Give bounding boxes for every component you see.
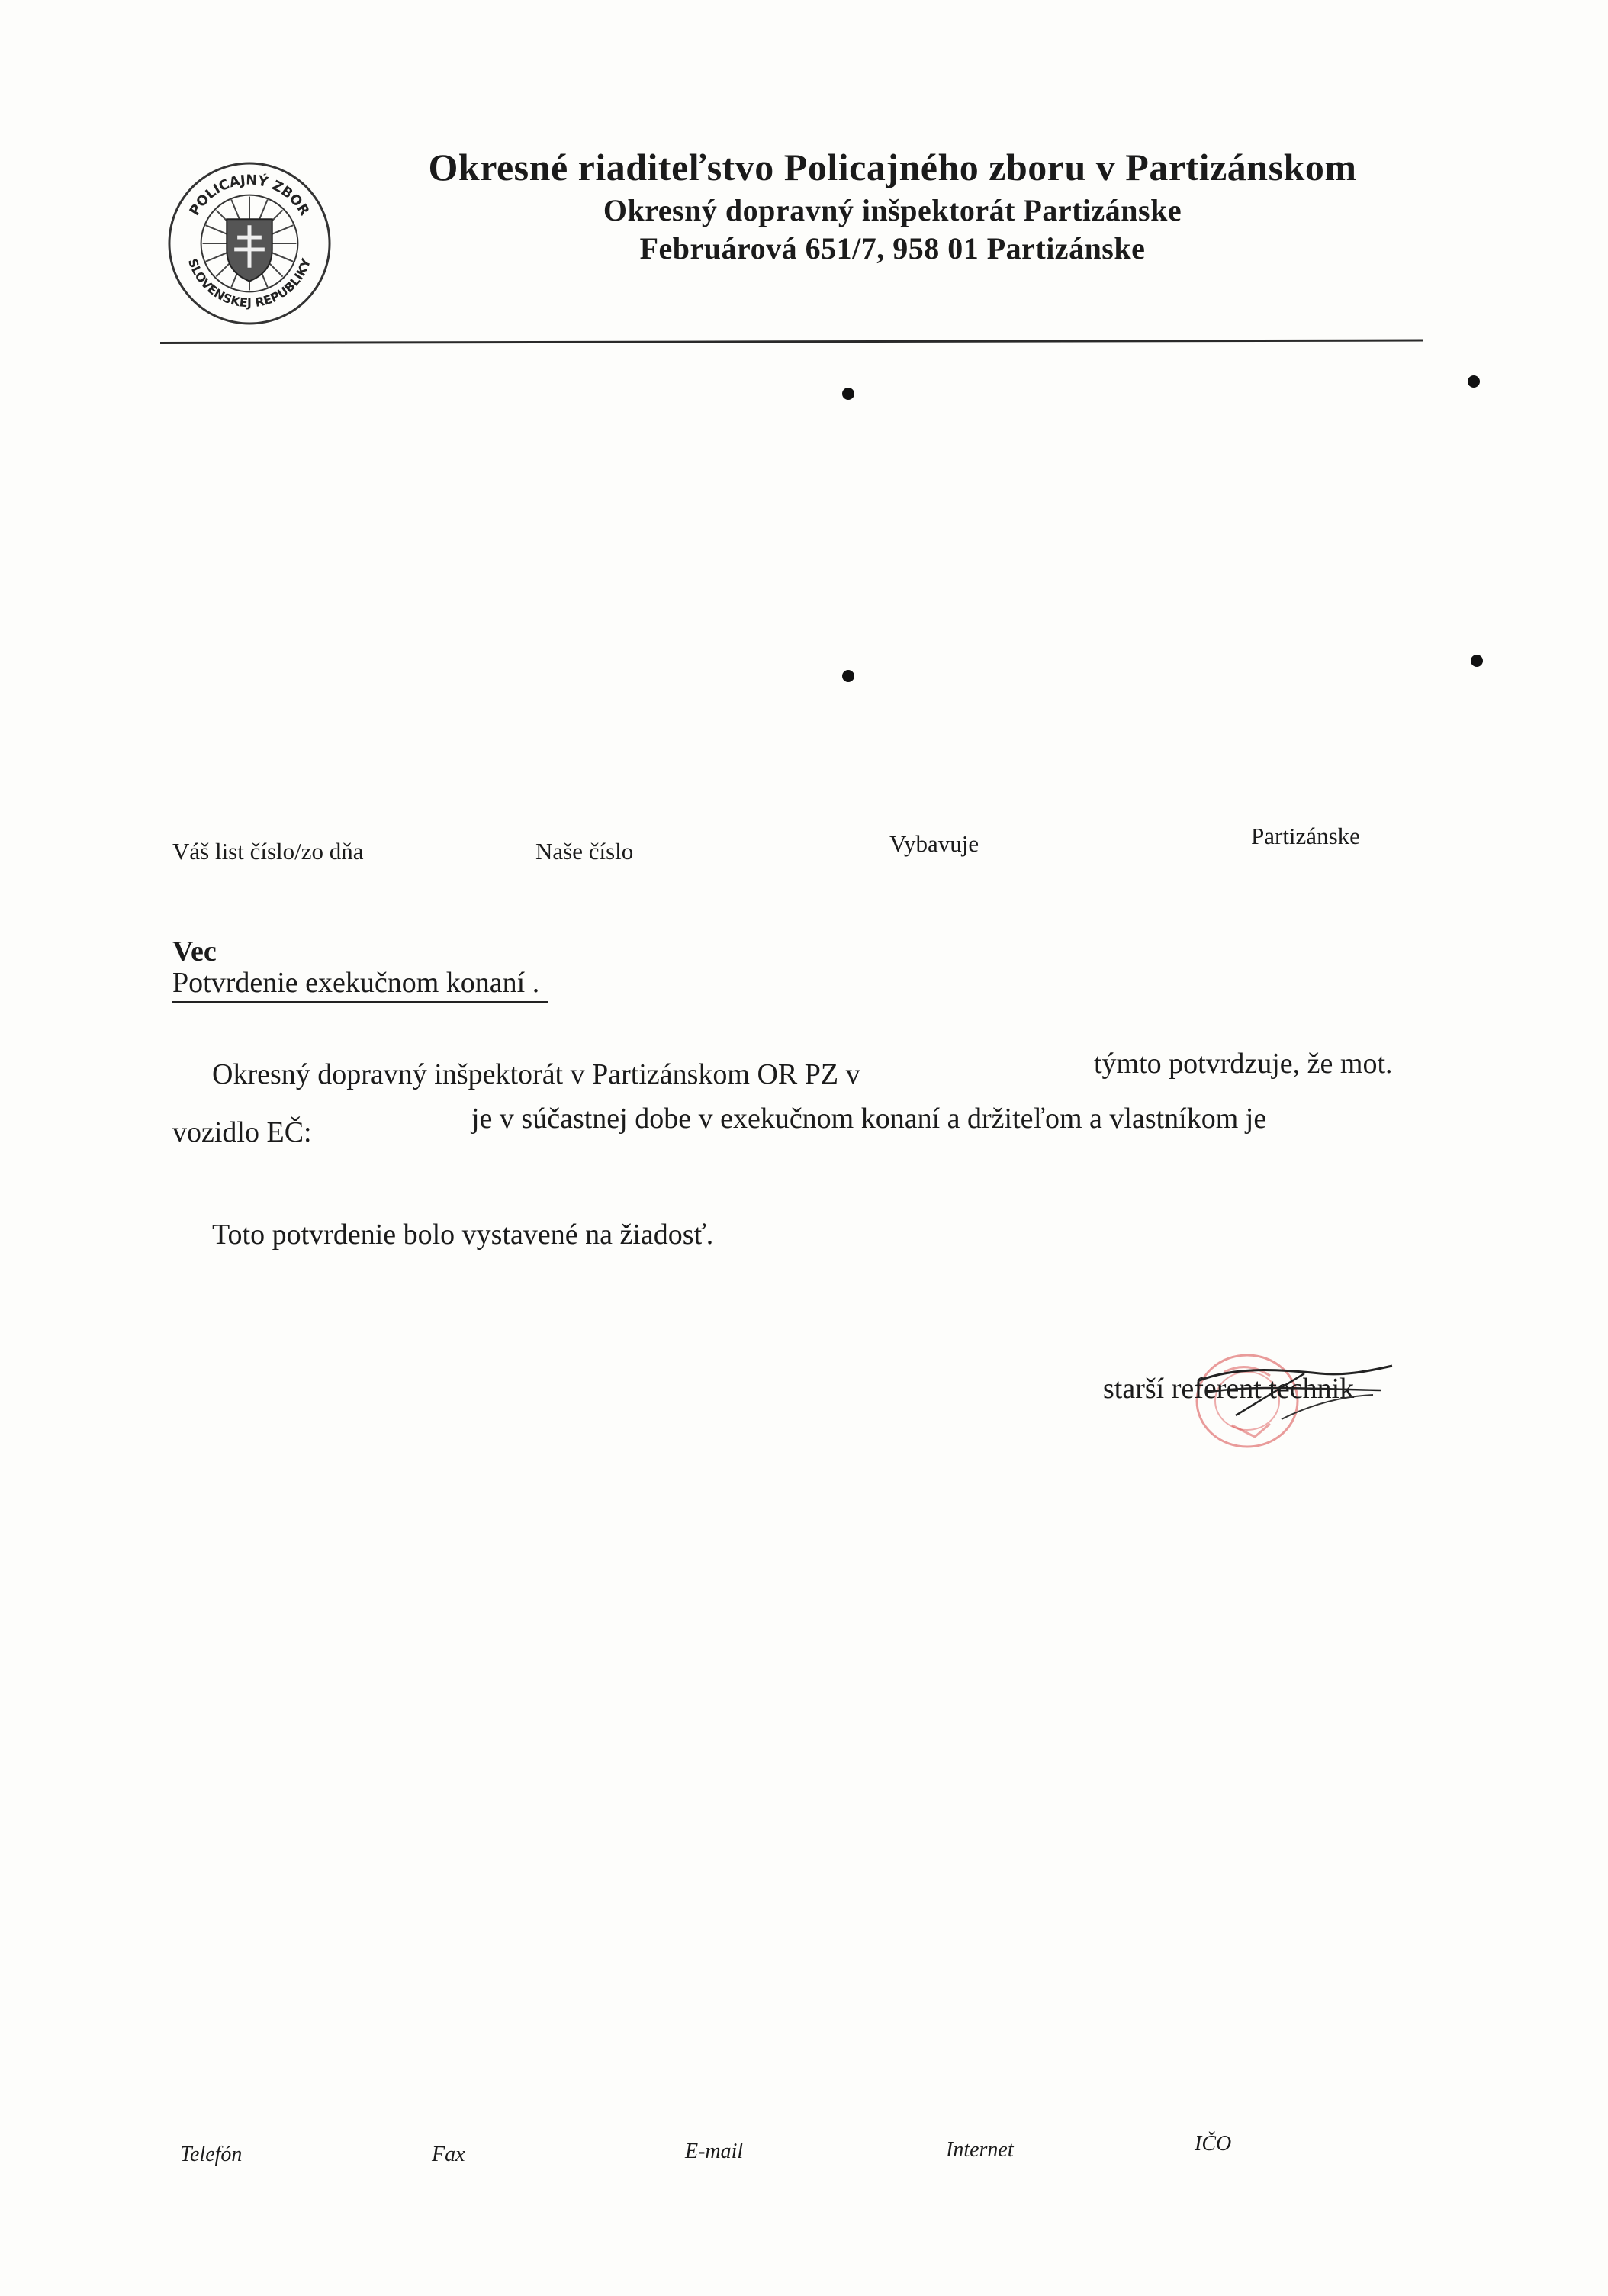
place-label: Partizánske bbox=[1251, 823, 1360, 849]
header-office-name: Okresné riaditeľstvo Policajného zboru v Partizánskom bbox=[428, 146, 1357, 188]
footer-email-label: E-mail bbox=[685, 2140, 744, 2163]
header-address: Februárová 651/7, 958 01 Partizánske bbox=[639, 231, 1146, 266]
body-paragraph-1b: týmto potvrdzuje, že mot. bbox=[1094, 1048, 1393, 1080]
body-paragraph-3: Toto potvrdenie bolo vystavené na žiadosť. bbox=[212, 1219, 714, 1251]
footer-fax-label: Fax bbox=[432, 2143, 465, 2166]
body-paragraph-2a: vozidlo EČ: bbox=[172, 1116, 312, 1148]
emblem-top-text: POLICAJNÝ ZBOR bbox=[186, 172, 313, 219]
window-mark-bottom-left bbox=[842, 670, 854, 682]
police-emblem-icon bbox=[166, 160, 333, 327]
window-mark-top-right bbox=[1468, 375, 1480, 388]
footer-phone-label: Telefón bbox=[180, 2143, 243, 2166]
subject-text: Potvrdenie exekučnom konaní . bbox=[172, 966, 548, 1003]
footer-ico-label: IČO bbox=[1195, 2132, 1232, 2156]
signature-title: starší referent technik bbox=[1103, 1373, 1355, 1405]
header-divider bbox=[160, 340, 1423, 344]
emblem-bottom-text: SLOVENSKEJ REPUBLIKY bbox=[185, 256, 314, 311]
handled-by-label: Vybavuje bbox=[889, 830, 979, 857]
footer-internet-label: Internet bbox=[946, 2138, 1014, 2162]
our-number-label: Naše číslo bbox=[535, 838, 634, 865]
window-mark-top-left bbox=[842, 388, 854, 400]
window-mark-bottom-right bbox=[1471, 655, 1483, 667]
header-department: Okresný dopravný inšpektorát Partizánske bbox=[603, 193, 1182, 227]
body-paragraph-1a: Okresný dopravný inšpektorát v Partizánskom OR PZ v bbox=[212, 1058, 860, 1090]
subject-label: Vec bbox=[172, 935, 217, 968]
body-paragraph-2b: je v súčastnej dobe v exekučnom konaní a držiteľom a vlastníkom je bbox=[471, 1103, 1267, 1135]
your-letter-label: Váš list číslo/zo dňa bbox=[172, 838, 364, 865]
handwritten-signature-icon bbox=[1190, 1351, 1404, 1435]
